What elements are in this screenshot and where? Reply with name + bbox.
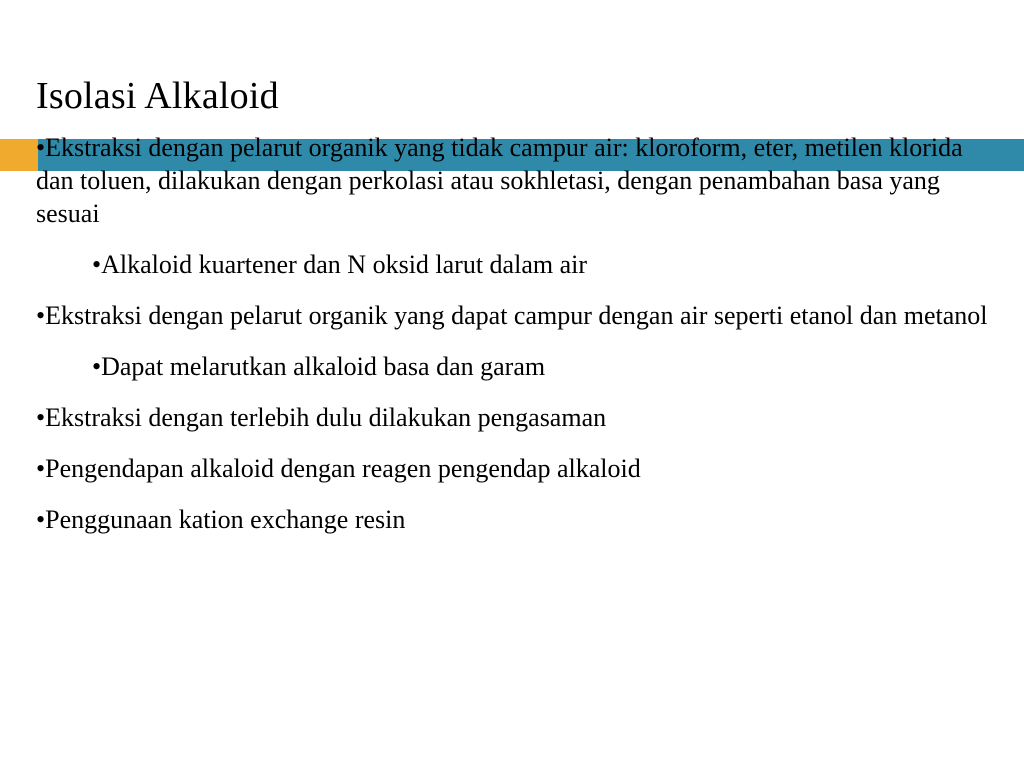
bullet-marker: • [36,301,46,330]
list-item [36,299,988,332]
list-item-text: Alkaloid kuartener dan N oksid larut dalam air [101,250,588,279]
list-item [36,131,988,230]
bullet-marker: • [36,454,46,483]
list-item-text: Ekstraksi dengan pelarut organik yang tidak campur air: kloroform, eter, metilen klorida dan toluen, dilakukan dengan perkolasi atau sokhletasi, dengan penambahan basa yang sesuai [36,133,963,228]
list-item [36,401,988,434]
bullet-marker: • [92,250,102,279]
bullet-marker: • [92,352,102,381]
bullet-list [36,131,988,554]
list-item-text: Ekstraksi dengan pelarut organik yang dapat campur dengan air seperti etanol dan metanol [45,301,988,330]
list-item [36,452,988,485]
bullet-marker: • [36,403,46,432]
list-item-text: Ekstraksi dengan terlebih dulu dilakukan pengasaman [45,403,607,432]
bullet-marker: • [36,133,46,162]
accent-bar-cap [0,139,38,171]
list-item [36,248,988,281]
page-title: Isolasi Alkaloid [36,75,279,118]
list-item-text: Pengendapan alkaloid dengan reagen pengendap alkaloid [45,454,641,483]
list-item-text: Dapat melarutkan alkaloid basa dan garam [101,352,546,381]
bullet-marker: • [36,505,46,534]
list-item-text: Penggunaan kation exchange resin [45,505,406,534]
list-item [36,350,988,383]
list-item [36,503,988,536]
